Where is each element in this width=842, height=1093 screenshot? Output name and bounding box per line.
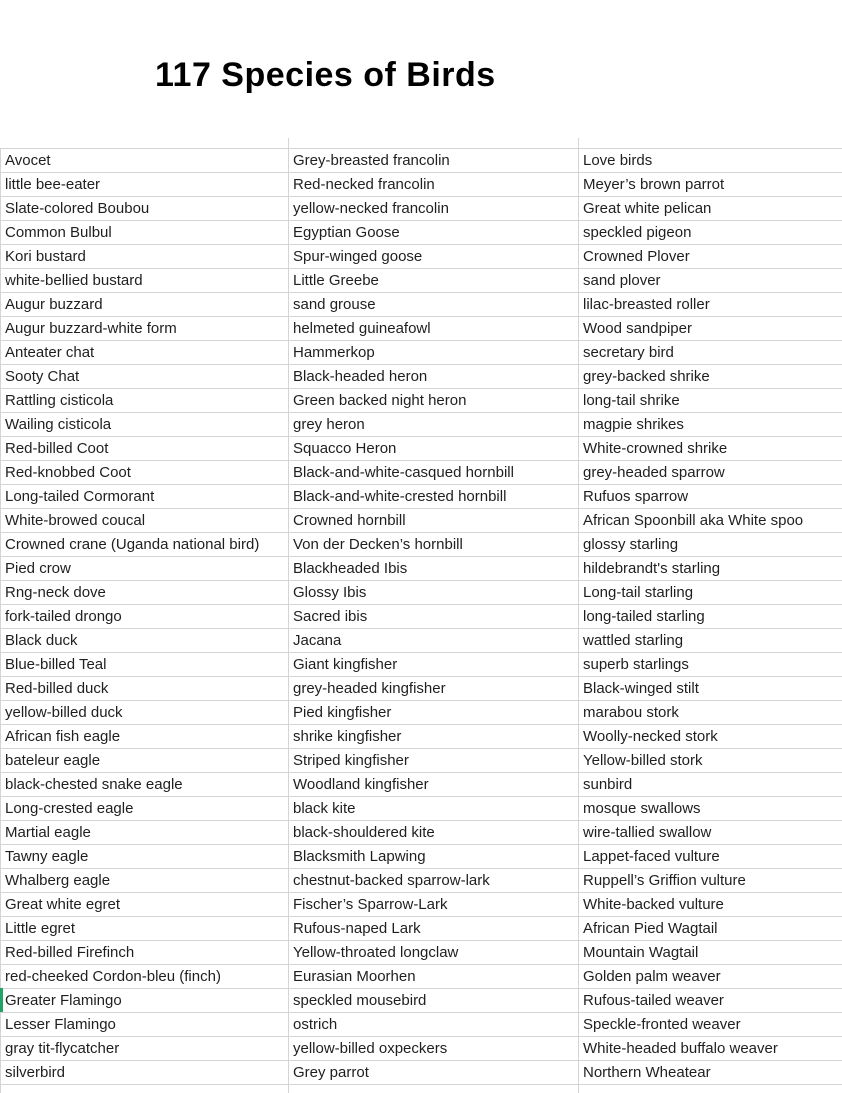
- species-table: [0, 148, 842, 1092]
- table-cell[interactable]: Martial eagle: [0, 821, 288, 844]
- table-row: [0, 221, 842, 245]
- table-cell[interactable]: Long-tailed Cormorant: [0, 485, 288, 508]
- table-cell[interactable]: Augur buzzard-white form: [0, 317, 288, 340]
- table-cell[interactable]: magpie shrikes: [578, 413, 842, 436]
- table-row: [0, 581, 842, 605]
- table-cell[interactable]: sand plover: [578, 269, 842, 292]
- table-cell[interactable]: Black duck: [0, 629, 288, 652]
- table-row: [0, 389, 842, 413]
- table-row: [0, 437, 842, 461]
- table-cell[interactable]: speckled mousebird: [288, 989, 578, 1012]
- table-cell[interactable]: hildebrandt's starling: [578, 557, 842, 580]
- table-cell[interactable]: Eurasian Moorhen: [288, 965, 578, 988]
- table-cell[interactable]: African fish eagle: [0, 725, 288, 748]
- table-cell[interactable]: speckled pigeon: [578, 221, 842, 244]
- table-cell[interactable]: Giant kingfisher: [288, 653, 578, 676]
- table-cell[interactable]: Red-billed Coot: [0, 437, 288, 460]
- table-cell[interactable]: glossy starling: [578, 533, 842, 556]
- table-row: [0, 749, 842, 773]
- table-cell[interactable]: Von der Decken’s hornbill: [288, 533, 578, 556]
- table-cell[interactable]: Black-and-white-casqued hornbill: [288, 461, 578, 484]
- table-row: [0, 845, 842, 869]
- table-cell[interactable]: Mountain Wagtail: [578, 941, 842, 964]
- table-cell[interactable]: long-tail shrike: [578, 389, 842, 412]
- table-cell[interactable]: Wood sandpiper: [578, 317, 842, 340]
- table-row: [0, 869, 842, 893]
- table-cell[interactable]: Northern Wheatear: [578, 1061, 842, 1084]
- table-row: [0, 461, 842, 485]
- table-row: [0, 773, 842, 797]
- table-cell[interactable]: Lesser Flamingo: [0, 1013, 288, 1036]
- gridline-stub: [288, 138, 289, 148]
- table-cell[interactable]: red-cheeked Cordon-bleu (finch): [0, 965, 288, 988]
- table-cell[interactable]: Grey-breasted francolin: [288, 149, 578, 172]
- table-cell[interactable]: grey heron: [288, 413, 578, 436]
- table-cell[interactable]: secretary bird: [578, 341, 842, 364]
- table-row: [0, 245, 842, 269]
- table-cell[interactable]: lilac-breasted roller: [578, 293, 842, 316]
- table-cell[interactable]: wattled starling: [578, 629, 842, 652]
- table-cell[interactable]: yellow-billed duck: [0, 701, 288, 724]
- table-row: [0, 629, 842, 653]
- table-cell[interactable]: Glossy Ibis: [288, 581, 578, 604]
- table-cell[interactable]: Meyer’s brown parrot: [578, 173, 842, 196]
- table-row: [0, 653, 842, 677]
- table-cell[interactable]: Little Greebe: [288, 269, 578, 292]
- table-cell[interactable]: helmeted guineafowl: [288, 317, 578, 340]
- table-cell[interactable]: Ruppell’s Griffion vulture: [578, 869, 842, 892]
- table-cell[interactable]: Whalberg eagle: [0, 869, 288, 892]
- table-cell[interactable]: African Pied Wagtail: [578, 917, 842, 940]
- table-row: [0, 341, 842, 365]
- table-cell[interactable]: Long-tail starling: [578, 581, 842, 604]
- table-row: [0, 485, 842, 509]
- table-cell[interactable]: Common Bulbul: [0, 221, 288, 244]
- table-cell[interactable]: Love birds: [578, 149, 842, 172]
- table-cell[interactable]: chestnut-backed sparrow-lark: [288, 869, 578, 892]
- table-row: [0, 797, 842, 821]
- table-cell[interactable]: Pied crow: [0, 557, 288, 580]
- table-row: [0, 1013, 842, 1037]
- table-cell[interactable]: grey-backed shrike: [578, 365, 842, 388]
- table-row: [0, 509, 842, 533]
- table-cell[interactable]: Great white pelican: [578, 197, 842, 220]
- table-cell[interactable]: mosque swallows: [578, 797, 842, 820]
- table-cell[interactable]: Yellow-throated longclaw: [288, 941, 578, 964]
- table-row: [0, 893, 842, 917]
- table-cell[interactable]: Avocet: [0, 149, 288, 172]
- table-cell[interactable]: sunbird: [578, 773, 842, 796]
- table-cell[interactable]: Lappet-faced vulture: [578, 845, 842, 868]
- table-cell[interactable]: Crowned crane (Uganda national bird): [0, 533, 288, 556]
- table-cell[interactable]: Red-billed Firefinch: [0, 941, 288, 964]
- table-cell[interactable]: Anteater chat: [0, 341, 288, 364]
- table-row: [0, 365, 842, 389]
- table-cell[interactable]: Blue-billed Teal: [0, 653, 288, 676]
- table-row: [0, 917, 842, 941]
- table-cell[interactable]: Crowned hornbill: [288, 509, 578, 532]
- table-cell[interactable]: superb starlings: [578, 653, 842, 676]
- table-cell[interactable]: White-headed buffalo weaver: [578, 1037, 842, 1060]
- table-cell[interactable]: Red-knobbed Coot: [0, 461, 288, 484]
- table-row: [0, 677, 842, 701]
- table-cell[interactable]: black-chested snake eagle: [0, 773, 288, 796]
- table-row: [0, 701, 842, 725]
- table-cell[interactable]: yellow-necked francolin: [288, 197, 578, 220]
- table-cell[interactable]: Spur-winged goose: [288, 245, 578, 268]
- table-row: [0, 1037, 842, 1061]
- table-cell[interactable]: Kori bustard: [0, 245, 288, 268]
- table-cell[interactable]: Tawny eagle: [0, 845, 288, 868]
- table-cell[interactable]: Golden palm weaver: [578, 965, 842, 988]
- table-cell[interactable]: Fischer’s Sparrow-Lark: [288, 893, 578, 916]
- table-row: [0, 965, 842, 989]
- table-cell[interactable]: Rng-neck dove: [0, 581, 288, 604]
- table-cell[interactable]: Long-crested eagle: [0, 797, 288, 820]
- table-cell[interactable]: black-shouldered kite: [288, 821, 578, 844]
- table-cell[interactable]: Rufous-tailed weaver: [578, 989, 842, 1012]
- table-row: [0, 605, 842, 629]
- table-row: [0, 317, 842, 341]
- table-row: [0, 533, 842, 557]
- table-cell[interactable]: ostrich: [288, 1013, 578, 1036]
- selected-row-marker: [0, 988, 3, 1012]
- table-cell[interactable]: Woolly-necked stork: [578, 725, 842, 748]
- table-cell[interactable]: Rufuos sparrow: [578, 485, 842, 508]
- table-cell[interactable]: Red-billed duck: [0, 677, 288, 700]
- table-cell[interactable]: Augur buzzard: [0, 293, 288, 316]
- table-cell[interactable]: gray tit-flycatcher: [0, 1037, 288, 1060]
- table-cell[interactable]: Wailing cisticola: [0, 413, 288, 436]
- table-cell[interactable]: Sooty Chat: [0, 365, 288, 388]
- table-cell[interactable]: Speckle-fronted weaver: [578, 1013, 842, 1036]
- table-row: [0, 293, 842, 317]
- table-cell[interactable]: marabou stork: [578, 701, 842, 724]
- table-cell[interactable]: White-browed coucal: [0, 509, 288, 532]
- table-row: [0, 941, 842, 965]
- table-row: [0, 269, 842, 293]
- table-cell[interactable]: wire-tallied swallow: [578, 821, 842, 844]
- table-cell[interactable]: little bee-eater: [0, 173, 288, 196]
- table-cell[interactable]: Black-and-white-crested hornbill: [288, 485, 578, 508]
- table-row: [0, 1061, 842, 1085]
- table-cell[interactable]: Crowned Plover: [578, 245, 842, 268]
- table-cell[interactable]: White-backed vulture: [578, 893, 842, 916]
- table-cell[interactable]: Striped kingfisher: [288, 749, 578, 772]
- page-title: 117 Species of Birds: [155, 56, 496, 94]
- table-cell[interactable]: Egyptian Goose: [288, 221, 578, 244]
- table-cell[interactable]: Squacco Heron: [288, 437, 578, 460]
- table-row: [0, 557, 842, 581]
- table-cell[interactable]: Blackheaded Ibis: [288, 557, 578, 580]
- table-row: [0, 197, 842, 221]
- table-cell[interactable]: Slate-colored Boubou: [0, 197, 288, 220]
- table-cell[interactable]: Great white egret: [0, 893, 288, 916]
- table-cell[interactable]: Black-headed heron: [288, 365, 578, 388]
- table-cell[interactable]: silverbird: [0, 1061, 288, 1084]
- table-cell[interactable]: Black-winged stilt: [578, 677, 842, 700]
- table-cell[interactable]: Woodland kingfisher: [288, 773, 578, 796]
- table-cell[interactable]: sand grouse: [288, 293, 578, 316]
- table-cell[interactable]: grey-headed sparrow: [578, 461, 842, 484]
- gridline-stub: [578, 138, 579, 148]
- table-cell[interactable]: white-bellied bustard: [0, 269, 288, 292]
- table-cell[interactable]: long-tailed starling: [578, 605, 842, 628]
- table-cell[interactable]: Rattling cisticola: [0, 389, 288, 412]
- table-cell[interactable]: Blacksmith Lapwing: [288, 845, 578, 868]
- table-cell[interactable]: Rufous-naped Lark: [288, 917, 578, 940]
- table-row: [0, 989, 842, 1013]
- table-cell[interactable]: Hammerkop: [288, 341, 578, 364]
- table-row: [0, 821, 842, 845]
- table-cell[interactable]: grey-headed kingfisher: [288, 677, 578, 700]
- table-cell[interactable]: yellow-billed oxpeckers: [288, 1037, 578, 1060]
- table-cell[interactable]: shrike kingfisher: [288, 725, 578, 748]
- table-cell[interactable]: Sacred ibis: [288, 605, 578, 628]
- table-row: [0, 725, 842, 749]
- table-cell[interactable]: Green backed night heron: [288, 389, 578, 412]
- table-row: [0, 173, 842, 197]
- table-cell[interactable]: African Spoonbill aka White spoo: [578, 509, 842, 532]
- table-cell[interactable]: fork-tailed drongo: [0, 605, 288, 628]
- table-row: [0, 149, 842, 173]
- table-cell[interactable]: Jacana: [288, 629, 578, 652]
- table-cell[interactable]: White-crowned shrike: [578, 437, 842, 460]
- table-cell[interactable]: Pied kingfisher: [288, 701, 578, 724]
- table-cell[interactable]: black kite: [288, 797, 578, 820]
- table-cell[interactable]: Little egret: [0, 917, 288, 940]
- table-cell[interactable]: bateleur eagle: [0, 749, 288, 772]
- table-cell[interactable]: Red-necked francolin: [288, 173, 578, 196]
- table-cell[interactable]: Grey parrot: [288, 1061, 578, 1084]
- table-cell[interactable]: Yellow-billed stork: [578, 749, 842, 772]
- table-cell[interactable]: Greater Flamingo: [0, 989, 288, 1012]
- table-row: [0, 413, 842, 437]
